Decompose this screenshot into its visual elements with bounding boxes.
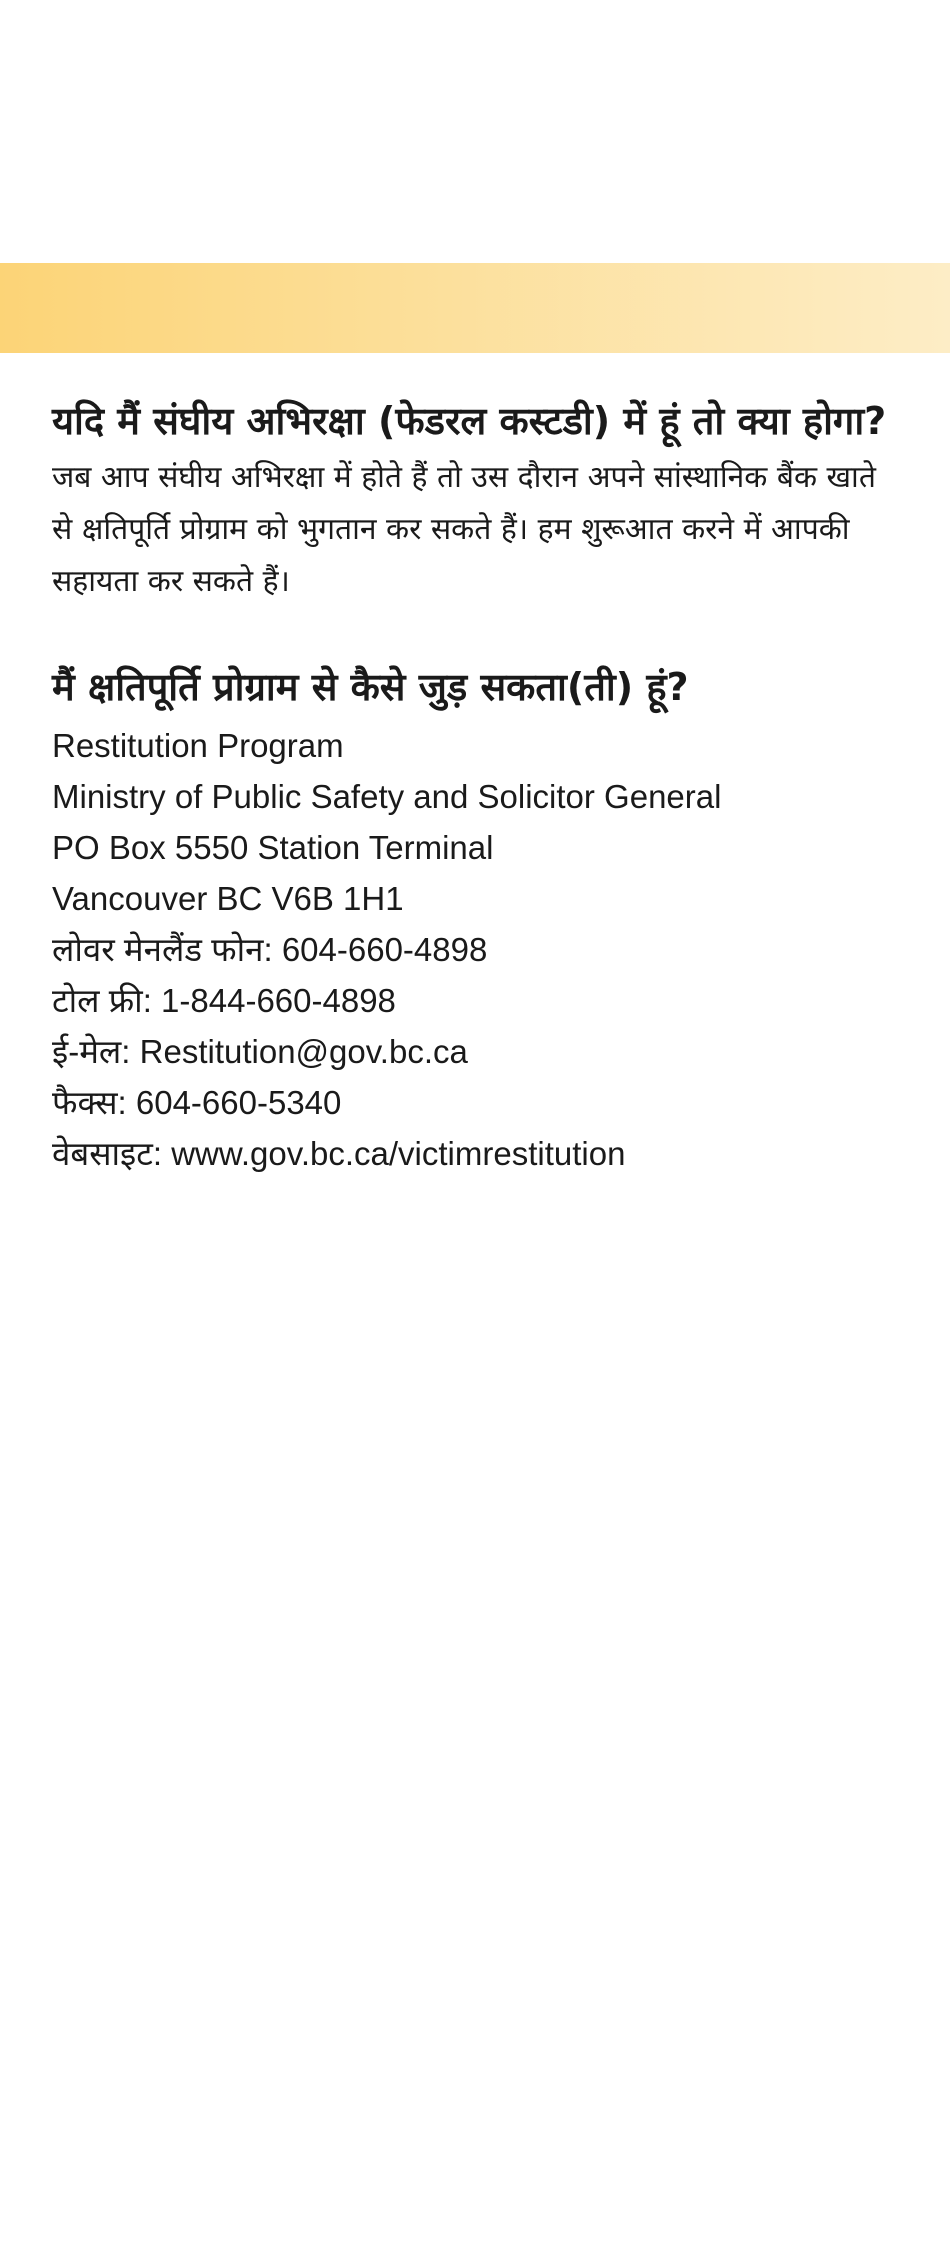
- contact-section: [52, 656, 892, 1179]
- phone-toll-free[interactable]: टोल फ्री: 1-844-660-4898: [52, 982, 396, 1019]
- contact-details: [52, 720, 892, 1179]
- header-color-band: [0, 263, 950, 353]
- federal-custody-body: जब आप संघीय अभिरक्षा में होते हैं तो उस दौरान अपने सांस्थानिक बैंक खाते से क्षतिपूर्ति प्रोग्राम को भुगतान कर सकते हैं। हम शुरूआत करने में आपकी सहायता कर सकते हैं।: [52, 460, 876, 599]
- main-content: [52, 390, 892, 1179]
- program-name: Restitution Program: [52, 727, 344, 764]
- federal-custody-section: [52, 390, 892, 608]
- fax-number: फैक्स: 604-660-5340: [52, 1084, 342, 1121]
- city-postal: Vancouver BC V6B 1H1: [52, 880, 404, 917]
- federal-custody-heading: यदि मैं संघीय अभिरक्षा (फेडरल कस्टडी) में हूं तो क्या होगा?: [52, 399, 887, 443]
- phone-lower-mainland[interactable]: लोवर मेनलैंड फोन: 604-660-4898: [52, 931, 488, 968]
- contact-heading: मैं क्षतिपूर्ति प्रोग्राम से कैसे जुड़ सकता(ती) हूं?: [52, 665, 689, 709]
- ministry-name: Ministry of Public Safety and Solicitor General: [52, 778, 722, 815]
- email-link[interactable]: ई-मेल: Restitution@gov.bc.ca: [52, 1033, 468, 1070]
- website-link[interactable]: वेबसाइट: www.gov.bc.ca/victimrestitution: [52, 1135, 626, 1172]
- po-box: PO Box 5550 Station Terminal: [52, 829, 494, 866]
